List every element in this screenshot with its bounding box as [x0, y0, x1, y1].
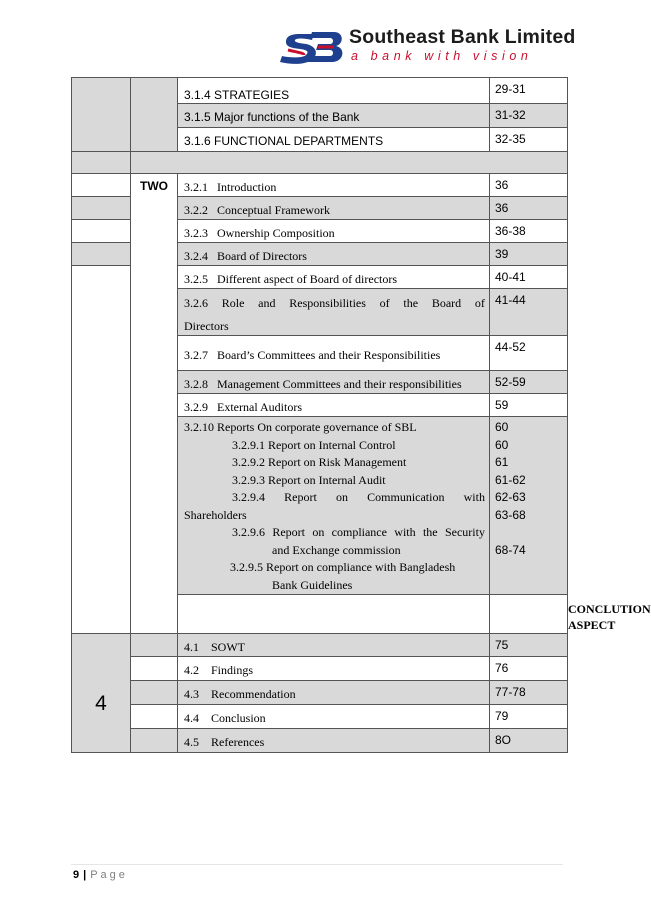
table-row: [72, 152, 568, 174]
part-cell: [72, 220, 131, 243]
part-cell: [72, 174, 131, 197]
chapter-cell: [131, 78, 178, 152]
page-range: 32-35: [490, 128, 568, 152]
part-two-label: TWO: [131, 174, 178, 634]
chapter-cell: [131, 729, 178, 753]
section-title: 4.1 SOWT: [178, 634, 490, 657]
section-title: 3.2.1 Introduction: [178, 174, 490, 197]
table-of-contents: [71, 77, 651, 753]
table-row: CONCLUTION ASPECT: [72, 595, 568, 634]
sb-monogram-icon: [278, 26, 346, 66]
bank-logo: [278, 26, 626, 70]
page-range: 36: [490, 174, 568, 197]
chapter-cell: [490, 595, 568, 634]
section-title: 3.2.3 Ownership Composition: [178, 220, 490, 243]
page-range: 75: [490, 634, 568, 657]
page-range: 59: [490, 394, 568, 417]
page-number: 9: [73, 869, 80, 881]
page-range: 8O: [490, 729, 568, 753]
section-title: 3.2.6 Role and Responsibilities of the Board of Directors: [178, 289, 490, 336]
footer-separator: |: [83, 869, 87, 881]
chapter-cell: [131, 705, 178, 729]
section-title: 3.2.2 Conceptual Framework: [178, 197, 490, 220]
section-title: 3.2.5 Different aspect of Board of directors: [178, 266, 490, 289]
part-cell: [72, 78, 131, 152]
chapter-cell: [131, 634, 178, 657]
section-title: 3.2.4 Board of Directors: [178, 243, 490, 266]
section-title: 3.2.9 External Auditors: [178, 394, 490, 417]
section-title: 3.1.5 Major functions of the Bank: [178, 104, 490, 128]
page-footer: [73, 869, 128, 881]
part-cell: [72, 243, 131, 266]
part-cell: [72, 152, 131, 174]
page-range: 76: [490, 657, 568, 681]
table-row: [72, 174, 568, 197]
blank-band: [131, 152, 568, 174]
chapter-cell: [131, 657, 178, 681]
page-range: 77-78: [490, 681, 568, 705]
page-range: 41-44: [490, 289, 568, 336]
page-range: 36: [490, 197, 568, 220]
table-row: [72, 657, 568, 681]
part-four-label: 4: [72, 634, 131, 753]
section-title: 3.2.7 Board’s Committees and their Responsibilities: [178, 336, 490, 371]
page-range: 44-52: [490, 336, 568, 371]
chapter-cell: [131, 681, 178, 705]
section-title: 3.2.10 Reports On corporate governance of SBL 3.2.9.1 Report on Internal Control 3.2.9.2 Report on Risk Management 3.2.9.3 Report on Internal Audit 3.2.9.4 Report on Communication with Shareholders 3.2.9.6 Report on compliance with the Security and Exchange commission 3.2.9.5 Report on compliance with Bangladesh Bank Guidelines: [178, 417, 490, 595]
section-title: 3.1.6 FUNCTIONAL DEPARTMENTS: [178, 128, 490, 152]
bank-name: Southeast Bank Limited: [349, 26, 576, 48]
page-range: 79: [490, 705, 568, 729]
page-range: 29-31: [490, 78, 568, 104]
section-title: 4.4 Conclusion: [178, 705, 490, 729]
page-label: Page: [90, 869, 128, 881]
table-row: [72, 729, 568, 753]
part-cell: [72, 266, 131, 634]
section-title: 3.1.4 STRATEGIES: [178, 78, 490, 104]
table-row: [72, 681, 568, 705]
table-row: [72, 78, 568, 104]
page-range: 52-59: [490, 371, 568, 394]
section-title: 4.3 Recommendation: [178, 681, 490, 705]
page-range: 39: [490, 243, 568, 266]
part-cell: [72, 197, 131, 220]
part-cell: [178, 595, 490, 634]
page-range: 40-41: [490, 266, 568, 289]
table-row: [72, 634, 568, 657]
section-title: 4.2 Findings: [178, 657, 490, 681]
page-range: 36-38: [490, 220, 568, 243]
section-title: 3.2.8 Management Committees and their responsibilities: [178, 371, 490, 394]
bank-tagline: a bank with vision: [351, 49, 533, 63]
page-range-list: 60 60 61 61-62 62-63 63-68 68-74: [490, 417, 568, 595]
page-range: 31-32: [490, 104, 568, 128]
footer-divider: [71, 864, 563, 865]
table-row: [72, 705, 568, 729]
section-title: 4.5 References: [178, 729, 490, 753]
